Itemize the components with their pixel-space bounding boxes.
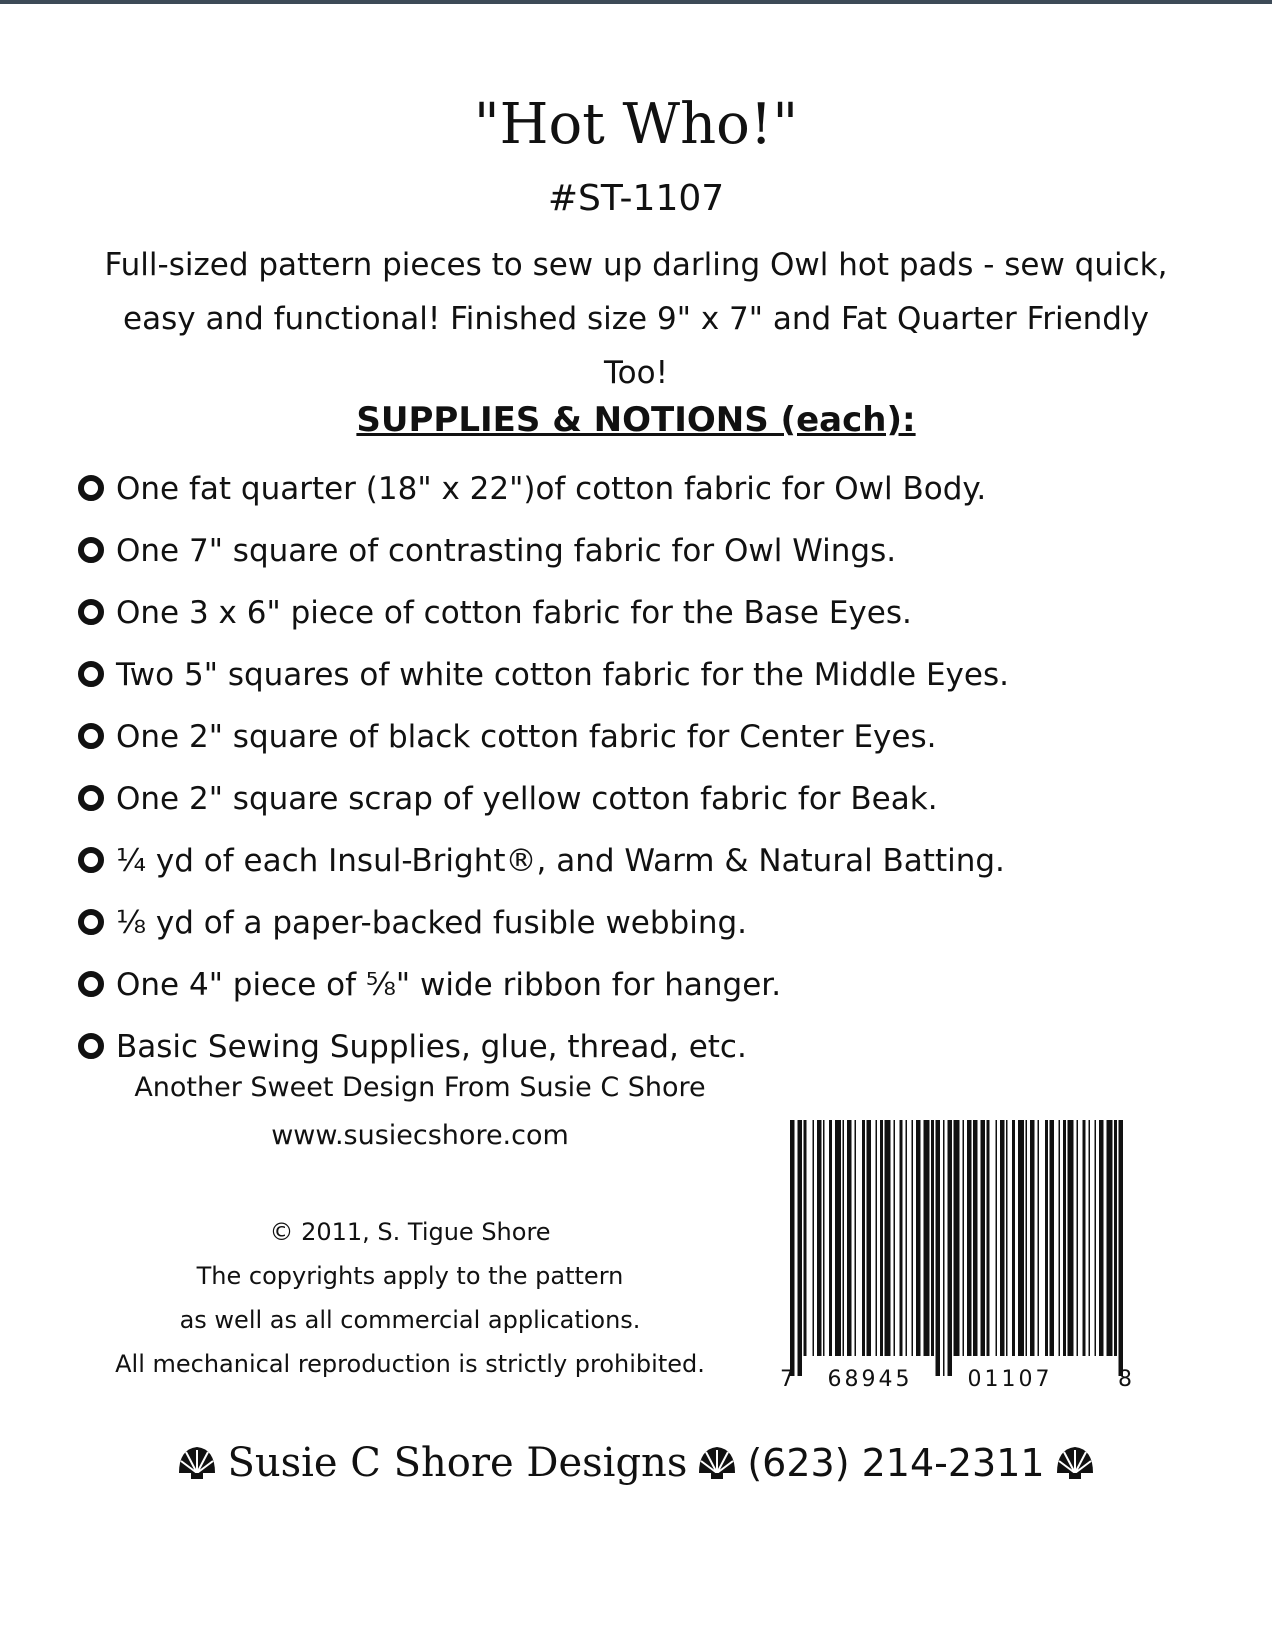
barcode-lead-digit: 7 (780, 1367, 794, 1390)
barcode-bar (1095, 1120, 1097, 1356)
barcode-bar (1119, 1120, 1124, 1376)
bullet-icon (78, 723, 104, 749)
barcode-bar (936, 1120, 941, 1376)
barcode-bar (981, 1120, 986, 1356)
supplies-list (78, 458, 1009, 1078)
barcode-check-digit: 8 (1118, 1367, 1132, 1390)
bullet-icon (78, 661, 104, 687)
barcode-bar (973, 1120, 978, 1356)
barcode-bar (876, 1120, 878, 1356)
barcode-bar (1012, 1120, 1015, 1356)
pattern-code: #ST-1107 (547, 178, 725, 219)
barcode-bar (931, 1120, 934, 1356)
barcode-bar (1026, 1120, 1028, 1356)
bullet-icon (78, 537, 104, 563)
copyright-line: All mechanical reproduction is strictly prohibited. (115, 1350, 705, 1378)
website-link[interactable]: www.susiecshore.com (271, 1120, 569, 1151)
barcode-bar (1114, 1120, 1117, 1356)
barcode-bar (1083, 1120, 1086, 1356)
list-item (78, 458, 1009, 520)
footer (0, 1440, 1272, 1486)
barcode-bar (790, 1120, 795, 1376)
barcode-bar (912, 1120, 914, 1356)
barcode-right-digits: 01107 (967, 1367, 1053, 1390)
supplies-heading: SUPPLIES & NOTIONS (each): (356, 400, 916, 440)
list-item (78, 520, 1009, 582)
barcode-bar (1063, 1120, 1066, 1356)
supply-text: One 4" piece of ⅝" wide ribbon for hanger. (116, 967, 782, 1003)
supply-text: Two 5" squares of white cotton fabric for the Middle Eyes. (116, 657, 1009, 693)
list-item (78, 830, 1009, 892)
bullet-icon (78, 1033, 104, 1059)
barcode-bar (1045, 1120, 1048, 1356)
top-border (0, 0, 1272, 4)
barcode-bar (823, 1120, 825, 1356)
barcode-bar (813, 1120, 815, 1356)
barcode-bar (948, 1120, 953, 1376)
barcode-bar (1006, 1120, 1008, 1356)
list-item (78, 892, 1009, 954)
barcode-bar (880, 1120, 883, 1356)
supply-text: One 2" square of black cotton fabric for Center Eyes. (116, 719, 937, 755)
supply-text: ⅛ yd of a paper-backed fusible webbing. (116, 905, 748, 941)
barcode-left-digits: 68945 (827, 1367, 913, 1390)
barcode-bar (1050, 1120, 1055, 1356)
barcode-bar (867, 1120, 872, 1356)
bullet-icon (78, 475, 104, 501)
bullet-icon (78, 599, 104, 625)
barcode-bar (829, 1120, 832, 1356)
barcode-bar (1068, 1120, 1074, 1356)
barcode-bar (1099, 1120, 1104, 1356)
supply-text: One fat quarter (18" x 22")of cotton fabric for Owl Body. (116, 471, 987, 507)
barcode-bar (1038, 1120, 1040, 1356)
copyright-notice: © 2011, S. Tigue Shore (269, 1218, 551, 1246)
barcode-bar (894, 1120, 896, 1356)
supply-text: One 7" square of contrasting fabric for Owl Wings. (116, 533, 897, 569)
bullet-icon (78, 971, 104, 997)
list-item (78, 706, 1009, 768)
pattern-description: Full-sized pattern pieces to sew up darling Owl hot pads - sew quick, easy and functional! Finished size 9" x 7" and Fat Quarter Friendly Too! (104, 247, 1168, 391)
list-item (78, 582, 1009, 644)
barcode-bar (798, 1120, 803, 1376)
barcode-bar (1018, 1120, 1024, 1356)
barcode-bar (862, 1120, 865, 1356)
footer-phone: (623) 214-2311 (747, 1441, 1045, 1485)
pattern-title: "Hot Who!" (473, 92, 799, 157)
barcode-bars (790, 1120, 1123, 1376)
barcode-bar (885, 1120, 891, 1356)
barcode-bar (835, 1120, 841, 1356)
barcode-bar (967, 1120, 972, 1356)
barcode-bar (855, 1120, 857, 1356)
barcode-bar (963, 1120, 965, 1356)
bullet-icon (78, 785, 104, 811)
supply-text: One 3 x 6" piece of cotton fabric for the Base Eyes. (116, 595, 912, 631)
barcode-bar (1077, 1120, 1079, 1356)
bullet-icon (78, 909, 104, 935)
barcode-bar (1000, 1120, 1005, 1356)
barcode-bar (943, 1120, 945, 1376)
supply-text: Basic Sewing Supplies, glue, thread, etc. (116, 1029, 747, 1065)
barcode-bar (1030, 1120, 1035, 1356)
barcode-bar (843, 1120, 845, 1356)
designer-credit: Another Sweet Design From Susie C Shore (134, 1072, 706, 1103)
barcode-bar (906, 1120, 908, 1356)
barcode-bar (996, 1120, 998, 1356)
barcode-bar (804, 1120, 807, 1356)
supply-text: One 2" square scrap of yellow cotton fabric for Beak. (116, 781, 938, 817)
barcode-bar (1059, 1120, 1061, 1356)
footer-brand: Susie C Shore Designs (227, 1440, 688, 1486)
list-item (78, 768, 1009, 830)
barcode-bar (847, 1120, 852, 1356)
copyright-line: as well as all commercial applications. (179, 1306, 641, 1334)
list-item (78, 1016, 1009, 1078)
barcode-bar (817, 1120, 822, 1356)
barcode-bar (924, 1120, 930, 1356)
supply-text: ¼ yd of each Insul-Bright®, and Warm & Natural Batting. (116, 843, 1005, 879)
barcode-bar (1089, 1120, 1091, 1356)
list-item (78, 644, 1009, 706)
shell-icon (1053, 1443, 1097, 1483)
barcode-bar (987, 1120, 990, 1356)
bullet-icon (78, 847, 104, 873)
barcode-bar (1107, 1120, 1113, 1356)
shell-icon (175, 1443, 219, 1483)
barcode-bar (900, 1120, 903, 1356)
list-item (78, 954, 1009, 1016)
shell-icon (695, 1443, 739, 1483)
barcode-bar (954, 1120, 960, 1356)
copyright-line: The copyrights apply to the pattern (196, 1262, 624, 1290)
upc-barcode (778, 1120, 1138, 1390)
barcode-bar (916, 1120, 921, 1356)
